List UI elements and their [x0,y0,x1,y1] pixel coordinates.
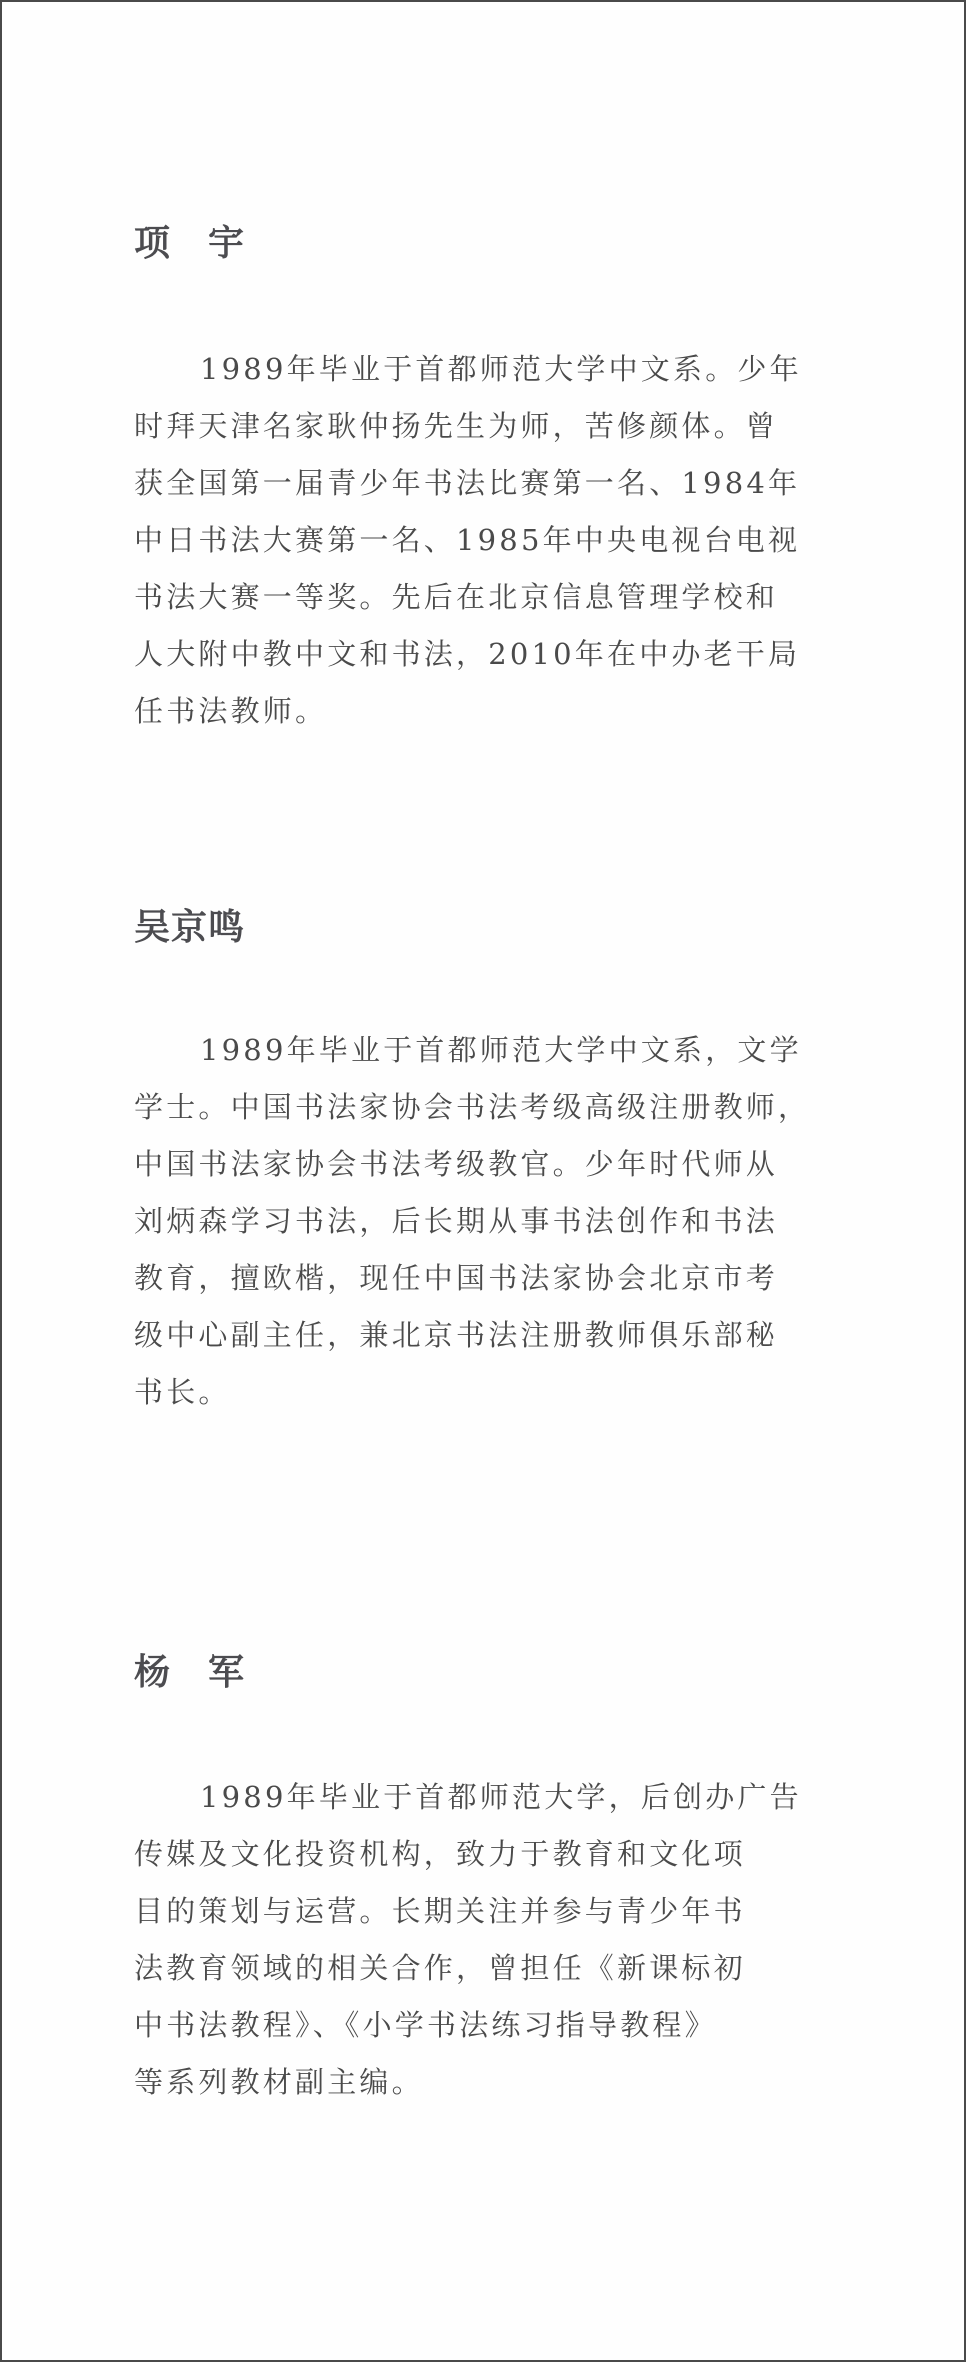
bio-line: 法教育领域的相关合作，曾担任《新课标初 [134,1951,746,1985]
bio-line: 书法大赛一等奖。先后在北京信息管理学校和 [134,580,779,614]
bio-line: 任书法教师。 [134,694,328,728]
bio-line: 获全国第一届青少年书法比赛第一名、1984年 [134,466,801,500]
bio-line: 学士。中国书法家协会书法考级高级注册教师， [134,1090,811,1124]
bio-line: 时拜天津名家耿仲扬先生为师，苦修颜体。曾 [134,409,779,443]
bio-line: 中国书法家协会书法考级教官。少年时代师从 [134,1147,779,1181]
bio-line: 传媒及文化投资机构，致力于教育和文化项 [134,1837,746,1871]
bio-line: 书长。 [134,1375,231,1409]
bio-line: 1989年毕业于首都师范大学中文系，文学 [200,1033,802,1067]
bio-line: 中日书法大赛第一名、1985年中央电视台电视 [134,523,801,557]
bio-name-heading: 吴京鸣 [134,907,246,948]
bio-line: 1989年毕业于首都师范大学中文系。少年 [200,352,802,386]
bio-line: 1989年毕业于首都师范大学，后创办广告 [200,1780,802,1814]
bio-line: 人大附中教中文和书法，2010年在中办老干局 [134,637,801,671]
bio-name-heading: 杨 军 [134,1652,246,1693]
bio-line: 等系列教材副主编。 [134,2065,424,2099]
bio-line: 中书法教程》、《小学书法练习指导教程》 [134,2008,717,2042]
bio-line: 级中心副主任，兼北京书法注册教师俱乐部秘 [134,1318,779,1352]
bio-name-heading: 项 宇 [134,223,246,264]
bio-line: 目的策划与运营。长期关注并参与青少年书 [134,1894,746,1928]
bio-line: 刘炳森学习书法，后长期从事书法创作和书法 [134,1204,779,1238]
bio-line: 教育，擅欧楷，现任中国书法家协会北京市考 [134,1261,779,1295]
